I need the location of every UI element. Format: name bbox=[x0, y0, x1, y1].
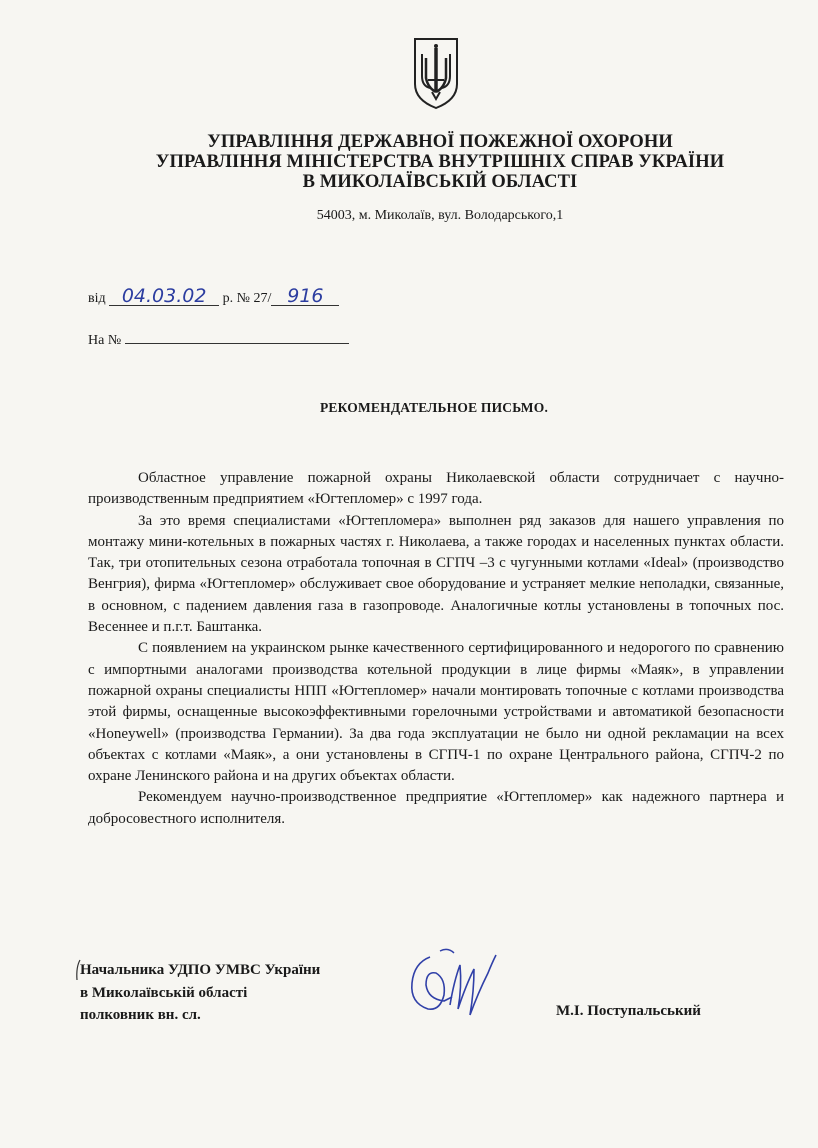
signatory-title-block bbox=[80, 959, 320, 1027]
body-paragraph: Рекомендуем научно-производственное предприятие «Югтепломер» как надежного партнера и добросовестного исполнителя. bbox=[88, 789, 784, 827]
body-paragraph: За это время специалистами «Югтепломера» выполнен ряд заказов для нашего управления по монтажу мини-котельных в пожарных частях г. Николаева, а также городах и населенных пунктах области. Так, три отопительных сезона отработала топочная в СГПЧ –3 с чугунными котлами «Ideal» (производство Венгрия), фирма «Югтепломер» обслуживает свое оборудование и устраняет мелкие неполадки, связанные, в основном, с падением давления газа в газопроводе. Аналогичные котлы установлены в топочных пос. Весеннее и п.г.т. Баштанка. bbox=[88, 512, 784, 636]
signatory-line-3: полковник вн. сл. bbox=[80, 1007, 201, 1023]
bracket-mark bbox=[75, 959, 81, 981]
incoming-reference-line bbox=[88, 331, 349, 349]
letter-title: РЕКОМЕНДАТЕЛЬНОЕ ПИСЬМО. bbox=[319, 400, 549, 415]
ref-date-handwritten: 04.03.02 bbox=[109, 287, 219, 306]
trident-coat-of-arms-icon bbox=[412, 36, 460, 110]
header-line-2: УПРАВЛІННЯ МІНІСТЕРСТВА ВНУТРІШНІХ СПРАВ УКРАЇНИ bbox=[155, 152, 725, 172]
on-no-label: На № bbox=[88, 333, 122, 348]
ref-number-handwritten: 916 bbox=[271, 287, 339, 306]
body-paragraph: С появлением на украинском рынке качественного сертифицированного и недорогого по сравнению с импортными аналогами производства котельной продукции в лице фирмы «Маяк», в управлении пожарной охраны специалисты НПП «Югтепломер» начали монтировать топочные с котлами производства этой фирмы, оснащенные высокоэффективными горелочными устройствами и автоматикой безопасности «Honeywell» (производства Германии). За два года эксплуатации не было ни одной рекламации на всех объектах с котлами «Маяк», а они установлены в СГПЧ-1 по охране Центрального района, СГПЧ-2 по охране Ленинского района и на других объектах области. bbox=[88, 640, 784, 785]
organization-header bbox=[100, 132, 780, 192]
outgoing-reference-line bbox=[88, 287, 339, 307]
organization-address: 54003, м. Миколаїв, вул. Володарського,1 bbox=[316, 208, 564, 223]
header-line-3: В МИКОЛАЇВСЬКІЙ ОБЛАСТІ bbox=[302, 172, 578, 192]
signatory-name: М.І. Поступальський bbox=[556, 1003, 701, 1019]
body-paragraph: Областное управление пожарной охраны Николаевской области сотрудничает с научно-производственным предприятием «Югтепломер» с 1997 года. bbox=[88, 470, 784, 508]
signatory-line-1: Начальника УДПО УМВС України bbox=[80, 962, 321, 978]
header-line-1: УПРАВЛІННЯ ДЕРЖАВНОЇ ПОЖЕЖНОЇ ОХОРОНИ bbox=[207, 132, 673, 152]
ref-middle: р. № 27/ bbox=[222, 291, 272, 306]
handwritten-signature bbox=[400, 935, 530, 1030]
signatory-line-2: в Миколаївській області bbox=[80, 984, 248, 1001]
ref-prefix: від bbox=[88, 291, 106, 306]
on-no-blank bbox=[125, 331, 349, 344]
letter-body bbox=[88, 468, 784, 830]
